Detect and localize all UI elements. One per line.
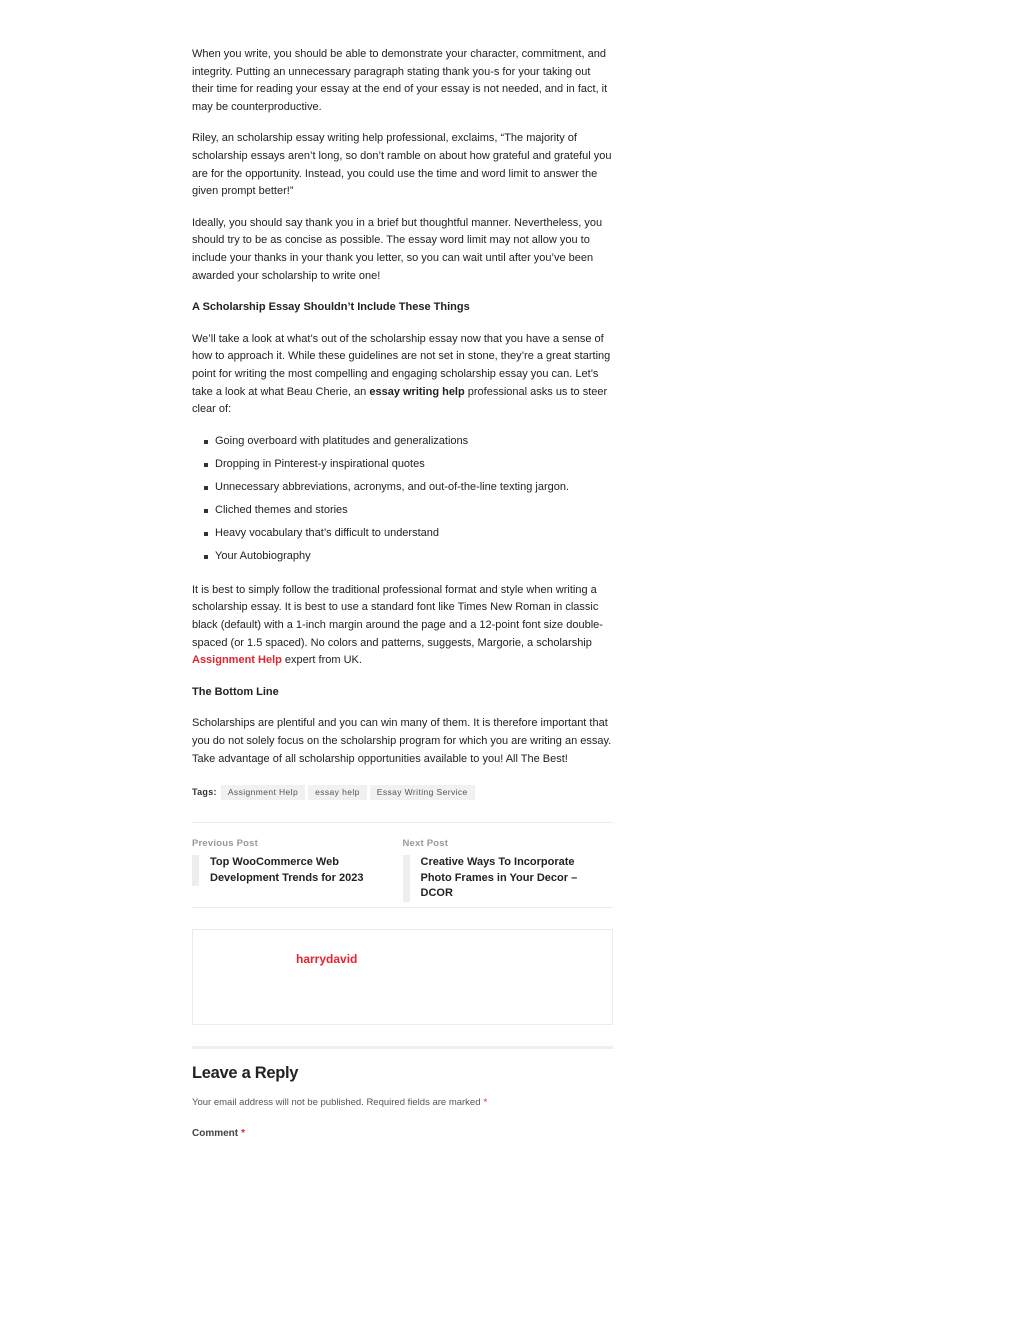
required-mark: * (241, 1128, 246, 1140)
post-navigation (192, 822, 613, 908)
author-box (192, 929, 613, 1025)
avoid-list (192, 433, 613, 566)
paragraph (192, 582, 613, 670)
previous-post-caption: Previous Post (192, 838, 258, 850)
reply-section (192, 1046, 613, 1139)
tag-essay-help[interactable]: essay help (308, 785, 367, 800)
author-name-link[interactable]: harrydavid (296, 952, 358, 967)
tag-essay-writing-service[interactable]: Essay Writing Service (370, 785, 475, 800)
tags-row (192, 782, 613, 802)
next-post-title[interactable]: Creative Ways To Incorporate Photo Frames in Your Decor – DCOR (403, 855, 606, 902)
essay-writing-help-link[interactable]: essay writing help (369, 385, 465, 398)
list-item: Cliched themes and stories (215, 502, 613, 520)
previous-post-title[interactable]: Top WooCommerce Web Development Trends for 2023 (192, 855, 395, 886)
paragraph: Scholarships are plentiful and you can win many of them. It is therefore important that you do not solely focus on the scholarship program for which you are writing an essay. Take advantage of all scholarship opportunities available to you! All The Best! (192, 717, 612, 765)
list-item: Unnecessary abbreviations, acronyms, and out-of-the-line texting jargon. (215, 479, 613, 497)
reply-note (192, 1097, 613, 1108)
list-item: Your Autobiography (215, 548, 613, 566)
assignment-help-link[interactable]: Assignment Help (192, 654, 282, 667)
list-item: Heavy vocabulary that’s difficult to understand (215, 525, 613, 543)
reply-note-text: Your email address will not be published. Required fields are marked (192, 1097, 481, 1109)
comment-label-text: Comment (192, 1128, 239, 1140)
next-post-caption: Next Post (402, 838, 449, 850)
next-post[interactable] (403, 838, 614, 907)
list-item: Going overboard with platitudes and generalizations (215, 433, 613, 451)
paragraph-text: We’ll take a look at what’s out of the scholarship essay now that you have a sense of how to approach it. While these guidelines are not set in stone, they’re a great starting point for writing the most compelling and engaging scholarship essay you can. Let’s take a look at what Beau Cherie, an (192, 332, 611, 398)
tags-label: Tags: (192, 787, 217, 798)
paragraph-text: professional asks us to steer clear of: (192, 385, 608, 416)
paragraph-text: expert from UK. (281, 654, 362, 667)
required-mark: * (483, 1097, 488, 1109)
reply-title: Leave a Reply (192, 1064, 299, 1083)
tag-assignment-help[interactable]: Assignment Help (221, 785, 305, 800)
paragraph-text: It is best to simply follow the traditional professional format and style when writing a scholarship essay. It is best to use a standard font like Times New Roman in classic black (default) with a 1-inch margin around the page and a 12-point font size double-spaced (or 1.5 spaced). No colors and patterns, suggests, Margorie, a scholarship (192, 583, 603, 649)
paragraph: Riley, an scholarship essay writing help professional, exclaims, “The majority of scholarship essays aren’t long, so don’t ramble on about how grateful and grateful you are for the opportunity. Instead, you could use the time and word limit to answer the given prompt better!” (192, 132, 612, 198)
section-heading: A Scholarship Essay Shouldn’t Include These Things (192, 301, 470, 314)
paragraph: Ideally, you should say thank you in a brief but thoughtful manner. Nevertheless, you should try to be as concise as possible. The essay word limit may not allow you to include your thanks in your thank you letter, so you can wait until after you’ve been awarded your scholarship to write one! (192, 216, 603, 282)
previous-post[interactable] (192, 838, 403, 907)
paragraph: When you write, you should be able to demonstrate your character, commitment, and integrity. Putting an unnecessary paragraph stating thank you-s for your taking out their time for reading your essay at the end of your essay is not needed, and in fact, it may be counterproductive. (192, 48, 608, 113)
comment-label (192, 1128, 613, 1139)
section-heading: The Bottom Line (192, 685, 279, 698)
article-body (192, 46, 613, 1139)
list-item: Dropping in Pinterest-y inspirational quotes (215, 456, 613, 474)
paragraph (192, 331, 613, 419)
